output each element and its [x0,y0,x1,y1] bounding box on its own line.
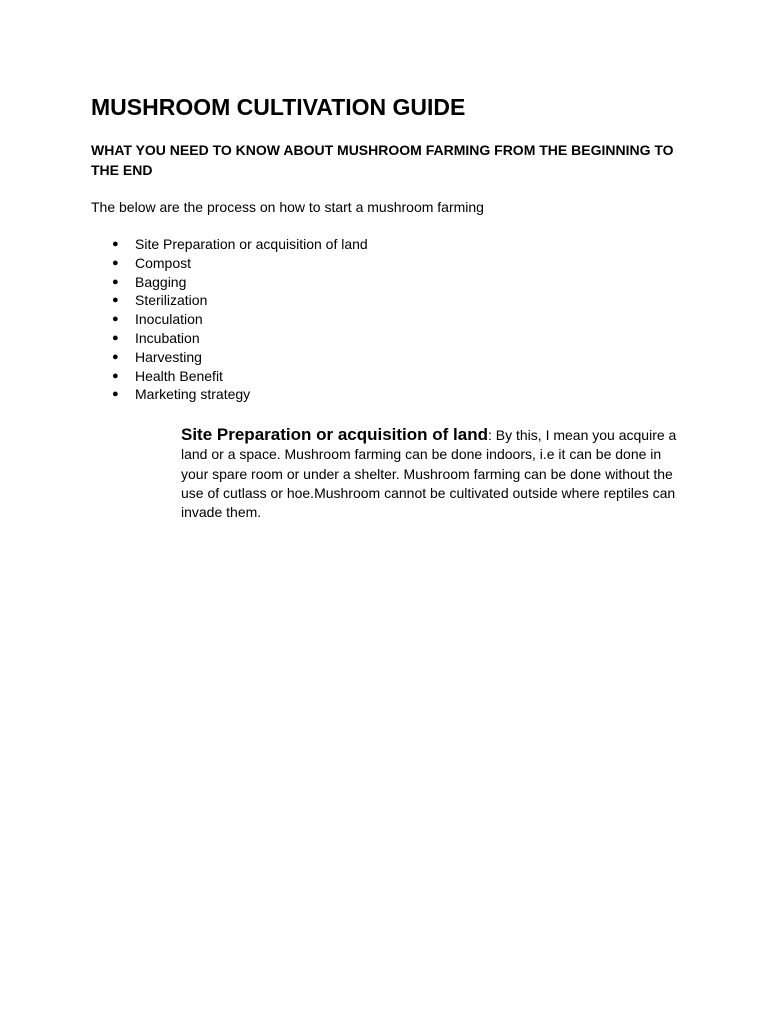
list-item-label: Compost [135,254,192,271]
list-item-label: Health Benefit [135,367,223,384]
list-item-label: Harvesting [135,348,202,365]
bullet-icon: ● [112,369,119,382]
list-item-label: Incubation [135,329,200,346]
document-title: MUSHROOM CULTIVATION GUIDE [91,94,466,120]
list-item [91,273,368,292]
bullet-icon: ● [112,331,119,344]
list-item [91,367,368,386]
site-preparation-section [181,425,681,522]
bullet-icon: ● [112,388,119,401]
list-item-label: Site Preparation or acquisition of land [135,236,368,252]
list-item-label: Bagging [135,273,187,290]
document-subtitle: WHAT YOU NEED TO KNOW ABOUT MUSHROOM FARMING FROM THE BEGINNING TO THE END [91,142,674,178]
bullet-icon: ● [112,294,119,307]
bullet-icon: ● [112,275,119,288]
bullet-icon: ● [112,238,119,250]
section-body: : By this, I mean you acquire a land or a space. Mushroom farming can be done indoors, i.e it can be done in your spare room or under a shelter. Mushroom farming can be done without the use of cutlass or hoe.Mushroom cannot be cultivated outside where reptiles can invade them. [181,427,677,521]
bullet-icon: ● [112,313,119,326]
section-heading: Site Preparation or acquisition of land [181,425,488,444]
list-item-label: Inoculation [135,311,203,328]
bullet-icon: ● [112,350,119,363]
list-item [91,254,368,273]
process-steps-list [91,235,368,404]
intro-paragraph: The below are the process on how to start a mushroom farming [91,199,484,215]
list-item [91,291,368,310]
list-item-label: Marketing strategy [135,386,251,403]
list-item [91,348,368,367]
bullet-icon: ● [112,256,119,269]
list-item [91,329,368,348]
list-item [91,310,368,329]
list-item [91,385,368,404]
list-item [91,235,368,254]
list-item-label: Sterilization [135,292,208,309]
